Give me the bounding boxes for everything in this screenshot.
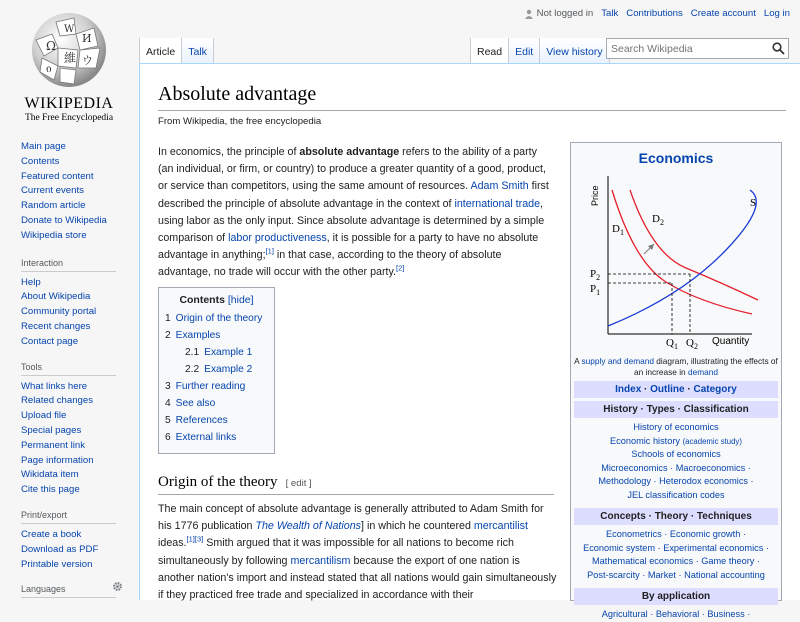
- link-international-trade[interactable]: international trade: [454, 197, 541, 210]
- tab-talk[interactable]: Talk: [182, 38, 214, 63]
- toc-item[interactable]: 2.2 Example 2: [185, 364, 253, 375]
- tools-portal: [0, 362, 138, 498]
- languages-portal: [0, 584, 138, 598]
- toc-item[interactable]: 3 Further reading: [165, 381, 246, 392]
- talk-link[interactable]: Talk: [601, 8, 619, 19]
- sidebar-item-about[interactable]: About Wikipedia: [21, 291, 91, 303]
- link-supply-and-demand[interactable]: supply and demand: [581, 356, 654, 366]
- globe-icon: [18, 10, 120, 90]
- navigation-portal: [0, 140, 138, 244]
- toc-item[interactable]: 5 References: [165, 415, 228, 426]
- infobox-section-heading: History · Types · Classification: [574, 401, 778, 418]
- y-axis-label: Price: [590, 185, 600, 206]
- infobox-link-line[interactable]: Post-scarcity · Market · National accounting: [587, 569, 765, 580]
- sidebar-item-community-portal[interactable]: Community portal: [21, 306, 97, 318]
- intro-text: , it is possible for a party to have no absolute advantage in anything;: [158, 232, 539, 262]
- sidebar-item-wikidata-item[interactable]: Wikidata item: [21, 469, 79, 481]
- sidebar-item-create-book[interactable]: Create a book: [21, 528, 82, 540]
- infobox-link-line[interactable]: Agricultural · Behavioral · Business ·: [601, 609, 751, 619]
- infobox-link-line[interactable]: Mathematical economics · Game theory ·: [592, 556, 760, 566]
- toc-item[interactable]: 1 Origin of the theory: [165, 313, 263, 324]
- link-category[interactable]: Category: [693, 384, 737, 395]
- svg-text:ウ: ウ: [82, 54, 93, 67]
- svg-text:И: И: [82, 32, 92, 45]
- infobox-link-line[interactable]: JEL classification codes: [627, 489, 725, 500]
- tab-read[interactable]: Read: [470, 38, 509, 63]
- site-name: WIKIPEDIA: [24, 95, 114, 112]
- search-icon[interactable]: [772, 42, 785, 55]
- sidebar-item-permanent-link[interactable]: Permanent link: [21, 439, 85, 451]
- svg-text:ი: ი: [46, 64, 52, 75]
- sidebar-item-cite-page[interactable]: Cite this page: [21, 484, 80, 496]
- toc-item[interactable]: 2.1 Example 1: [185, 347, 253, 358]
- section-heading-text: Origin of the theory: [158, 474, 278, 490]
- economics-infobox: [570, 142, 782, 619]
- interaction-portal: [0, 258, 138, 350]
- sidebar-item-store[interactable]: Wikipedia store: [21, 229, 87, 241]
- sidebar-item-page-information[interactable]: Page information: [21, 454, 94, 466]
- toc-item[interactable]: 6 External links: [165, 432, 237, 443]
- sidebar-item-random-article[interactable]: Random article: [21, 200, 86, 212]
- infobox-link-line[interactable]: Econometrics · Economic growth ·: [606, 529, 746, 539]
- page-title: Absolute advantage: [158, 83, 786, 111]
- label-p2: $P_2$: [590, 268, 601, 282]
- infobox-link-line[interactable]: History of economics: [633, 422, 719, 432]
- intro-bold-term: absolute advantage: [299, 146, 400, 158]
- sidebar-item-special-pages[interactable]: Special pages: [21, 424, 82, 436]
- ref-3[interactable]: [3]: [194, 534, 204, 544]
- login-link[interactable]: Log in: [763, 8, 790, 19]
- body-text: because the export of one nation is another nation's import and instead stated that all nations would gain simultaneously if they practiced free trade and specialized in accordance with their: [158, 554, 557, 602]
- interaction-heading: Interaction: [21, 258, 116, 272]
- table-of-contents: [158, 287, 275, 454]
- tools-heading: Tools: [21, 362, 116, 376]
- body-text: ] in which he countered: [361, 520, 474, 533]
- body-text: Smith argued that it was impossible for all nations to become rich simultaneously by following: [158, 537, 514, 567]
- wikipedia-logo[interactable]: [18, 10, 120, 122]
- origin-paragraph: [158, 501, 558, 604]
- gear-icon[interactable]: [112, 581, 123, 592]
- label-d2: $D_2$: [652, 213, 664, 227]
- body-text: The main concept of absolute advantage is generally attributed to Adam Smith for his 1776 publication: [158, 503, 544, 533]
- intro-text: first described the principle of absolute advantage in the context of: [158, 180, 549, 210]
- label-q2: $Q_2$: [686, 337, 698, 351]
- supply-demand-graph[interactable]: [586, 168, 766, 354]
- intro-text: in that case, according to the theory of absolute advantage, no trade will occur with the other party.: [158, 249, 502, 279]
- ref-1[interactable]: [1]: [265, 246, 274, 256]
- contributions-link[interactable]: Contributions: [626, 8, 683, 19]
- sidebar-item-what-links-here[interactable]: What links here: [21, 380, 88, 392]
- demand-curve-d2: [630, 190, 758, 300]
- sidebar-item-main-page[interactable]: Main page: [21, 141, 66, 152]
- print-portal: [0, 510, 138, 572]
- sidebar-item-recent-changes[interactable]: Recent changes: [21, 320, 91, 332]
- view-tabs: [470, 38, 610, 63]
- link-labor-productiveness[interactable]: labor productiveness: [228, 232, 327, 245]
- link-adam-smith[interactable]: Adam Smith: [470, 180, 529, 193]
- graph-caption: A supply and demand diagram, illustrating the effects of an increase in demand: [574, 356, 778, 377]
- user-icon: [524, 9, 534, 19]
- infobox-link-line[interactable]: Microeconomics · Macroeconomics ·: [601, 462, 751, 473]
- sidebar-item-download-pdf[interactable]: Download as PDF: [21, 543, 99, 555]
- edit-section-link[interactable]: [ edit ]: [285, 478, 312, 489]
- x-axis-label: Quantity: [712, 336, 750, 347]
- toc-item[interactable]: 4 See also: [165, 398, 216, 409]
- link-index[interactable]: Index: [615, 384, 642, 395]
- create-account-link[interactable]: Create account: [690, 8, 756, 19]
- toc-item[interactable]: 2 Examples: [165, 330, 221, 341]
- link-mercantilist[interactable]: mercantilist: [473, 520, 528, 533]
- link-outline[interactable]: Outline: [650, 384, 685, 395]
- namespace-tabs: [139, 38, 214, 63]
- site-tagline: The Free Encyclopedia: [24, 113, 114, 123]
- infobox-title[interactable]: Economics: [638, 150, 714, 166]
- infobox-link-line[interactable]: Schools of economics: [631, 449, 721, 459]
- infobox-link-line[interactable]: Methodology · Heterodox economics ·: [598, 476, 754, 486]
- link-mercantilism[interactable]: mercantilism: [290, 554, 351, 567]
- tab-view-history[interactable]: View history: [540, 38, 609, 63]
- sidebar-item-donate[interactable]: Donate to Wikipedia: [21, 214, 107, 226]
- sidebar-item-printable-version[interactable]: Printable version: [21, 558, 93, 570]
- infobox-link-line[interactable]: Economic history (academic study): [610, 435, 742, 446]
- site-subtitle: From Wikipedia, the free encyclopedia: [158, 116, 322, 127]
- label-q1: $Q_1$: [666, 337, 678, 351]
- demand-curve-d1: [612, 190, 752, 314]
- section-heading-origin: [158, 474, 554, 495]
- tab-article[interactable]: Article: [139, 38, 182, 63]
- supply-curve: [608, 190, 756, 326]
- content-area: [139, 63, 800, 619]
- link-demand[interactable]: demand: [687, 367, 718, 377]
- toc-title: Contents: [179, 294, 225, 306]
- sidebar: [0, 140, 138, 610]
- infobox-section-heading: Concepts · Theory · Techniques: [574, 508, 778, 525]
- svg-text:Ω: Ω: [46, 39, 56, 53]
- svg-text:維: 維: [64, 51, 77, 65]
- sidebar-item-current-events[interactable]: Current events: [21, 185, 84, 197]
- toc-hide-toggle[interactable]: [hide]: [227, 294, 254, 306]
- print-heading: Print/export: [21, 510, 116, 524]
- sidebar-item-upload-file[interactable]: Upload file: [21, 410, 67, 422]
- tab-edit[interactable]: Edit: [509, 38, 540, 63]
- intro-text: refers to the ability of a party (an individual, or firm, or country) to produce a greater quantity of a good, product, or service than competitors, using the same amount of resources.: [158, 146, 546, 193]
- link-wealth-of-nations[interactable]: The Wealth of Nations: [255, 520, 361, 533]
- sidebar-item-contents[interactable]: Contents: [21, 155, 60, 167]
- sidebar-item-contact-page[interactable]: Contact page: [21, 335, 79, 347]
- body-text: ideas.: [158, 537, 187, 550]
- svg-text:W: W: [64, 24, 75, 35]
- ref-2[interactable]: [2]: [396, 263, 405, 273]
- languages-heading: Languages: [21, 584, 116, 598]
- personal-tools: [524, 8, 790, 19]
- infobox-nav-band: Index · Outline · Category: [574, 381, 778, 398]
- sidebar-item-featured-content[interactable]: Featured content: [21, 170, 94, 182]
- intro-text: In economics, the principle of: [158, 146, 300, 158]
- label-s: S: [750, 197, 757, 209]
- not-logged-in: Not logged in: [524, 8, 594, 19]
- sidebar-item-related-changes[interactable]: Related changes: [21, 395, 94, 407]
- label-p1: $P_1$: [590, 283, 601, 297]
- search-input[interactable]: [606, 38, 789, 59]
- infobox-section-heading: By application: [574, 588, 778, 605]
- ref-1[interactable]: [1]: [186, 534, 195, 544]
- infobox-link-line[interactable]: Economic system · Experimental economics ·: [583, 542, 769, 553]
- intro-text: , using labor as the only input. Since absolute advantage is determined by a simple comparison of: [158, 197, 545, 245]
- sidebar-item-help[interactable]: Help: [21, 276, 41, 288]
- intro-paragraph: [158, 144, 554, 282]
- label-d1: $D_1$: [612, 223, 624, 237]
